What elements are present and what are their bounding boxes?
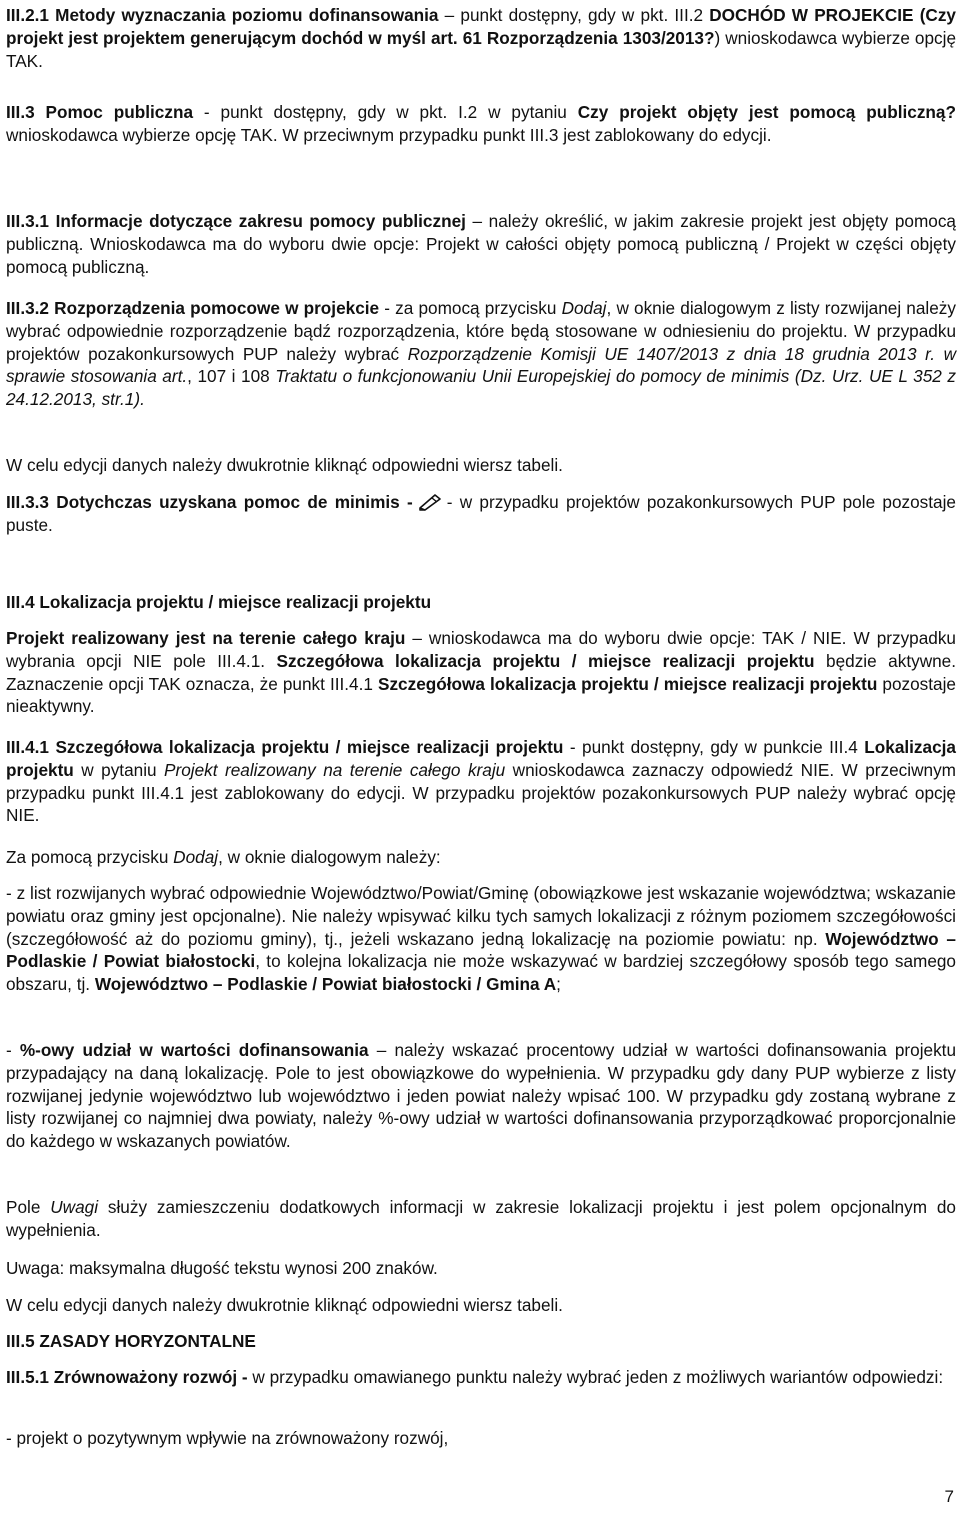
bold-text: Szczegółowa lokalizacja projektu / miejsce realizacji projektu (378, 673, 878, 694)
paragraph (6, 736, 956, 827)
paragraph (6, 882, 956, 996)
text-run: w pytaniu (73, 759, 165, 780)
text-run: w przypadku omawianego punktu należy wybrać jeden z możliwych wariantów odpowiedzi: (247, 1367, 944, 1387)
text-run: wnioskodawca wybierze opcję TAK. W przeciwnym przypadku punkt III.3 jest zablokowany do edycji. (6, 124, 772, 145)
bold-text: III.4.1 Szczegółowa lokalizacja projektu / miejsce realizacji projektu (6, 737, 564, 757)
bold-text: Województwo – Podlaskie / Powiat białostocki / Gmina A (94, 974, 557, 995)
text-run: - z list rozwijanych wybrać odpowiednie Województwo/Powiat/Gminę (obowiązkowe jest wskazanie województwa; wskazanie powiatu oraz gminy jest opcjonalne). Nie należy wpisywać kilku tych samych lokalizacji z różnym poziomem szczegółowości (szczegółowość aż do poziomu gminy), tj., jeżeli wskazano jedną lokalizację na poziomie powiatu: np. (6, 883, 956, 949)
paragraph (6, 491, 956, 537)
paragraph (6, 846, 956, 869)
bold-text: DOCHÓD W PROJEKCIE (Czy projekt jest projektem generującym dochód w myśl art. 61 Rozporządzenia 1303/2013? (6, 5, 956, 48)
paragraph (6, 1257, 956, 1280)
paragraph (6, 591, 956, 614)
italic-text: Dodaj (173, 847, 219, 867)
italic-text: Projekt realizowany na terenie całego kraju (164, 759, 506, 780)
bold-text: III.4 Lokalizacja projektu / miejsce realizacji projektu (6, 592, 432, 612)
bold-text: III.5 ZASADY HORYZONTALNE (6, 1331, 256, 1351)
text-run: – należy wskazać procentowy udział w wartości dofinansowania projektu przypadający na daną lokalizację. Pole to jest obowiązkowe do wypełnienia. W przypadku gdy dany PUP wybierze z listy rozwijanej jedynie województwo lub województwo i jeden powiat należy wpisać 100. W przypadku gdy zostaną wybrane z listy rozwijanej co najmniej dwa powiaty, należy %-owy udział w wartości dofinansowania przyporządkować proporcjonalnie do każdego w wskazanych powiatów. (6, 1040, 957, 1152)
bold-text: III.3.3 Dotychczas uzyskana pomoc de minimis - (6, 492, 413, 512)
italic-text: Traktatu o funkcjonowaniu Unii Europejskiej do pomocy de minimis (Dz. Urz. UE L 352 z 24.12.2013, str.1). (6, 366, 956, 410)
paragraph (6, 4, 956, 72)
bold-text: III.2.1 Metody wyznaczania poziomu dofinansowania (6, 5, 439, 25)
paragraph (6, 1294, 956, 1317)
bold-text: Czy projekt objęty jest pomocą publiczną? (577, 102, 956, 122)
text-run: , 107 i 108 (187, 366, 276, 387)
text-run: Za pomocą przycisku (6, 847, 174, 867)
text-run: , to kolejna lokalizacja nie może wskazywać w bardziej szczegółowy sposób tego samego obszaru, tj. (6, 951, 956, 995)
text-run: , w oknie dialogowym z listy rozwijanej należy wybrać odpowiednie rozporządzenie bądź rozporządzenia, które będą stosowane w odniesieniu do projektu. W przypadku projektów pozakonkursowych PUP należy wybrać (6, 298, 956, 364)
bold-text: %-owy udział w wartości dofinansowania (19, 1040, 369, 1060)
text-run: ; (556, 974, 561, 995)
text-run: - projekt o pozytywnym wpływie na zrównoważony rozwój, (6, 1428, 449, 1448)
text-run: - punkt dostępny, gdy w punkcie III.4 (563, 737, 865, 757)
text-run: , w oknie dialogowym należy: (218, 847, 441, 867)
text-run: będzie aktywne. Zaznaczenie opcji TAK oznacza, że punkt III.4.1 (6, 650, 956, 694)
paragraph (6, 1427, 956, 1450)
page-number: 7 (944, 1487, 954, 1506)
text-run: pozostaje nieaktywny. (6, 673, 956, 717)
paragraph (6, 210, 956, 278)
text-run: – wnioskodawca ma do wyboru dwie opcje: TAK / NIE. W przypadku wybrania opcji NIE pole III.4.1. (6, 628, 956, 671)
bold-text: Województwo – Podlaskie / Powiat białostocki (6, 928, 956, 972)
bold-text: Szczegółowa lokalizacja projektu / miejsce realizacji projektu (276, 650, 815, 671)
paragraph (6, 1366, 956, 1389)
text-run: – należy określić, w jakim zakresie projekt jest objęty pomocą publiczną. Wnioskodawca ma do wyboru dwie opcje: Projekt w całości objęty pomocą publiczną / Projekt w części objęty pomocą publiczną. (6, 211, 956, 277)
italic-text: Uwagi (50, 1197, 99, 1217)
paragraph (6, 1039, 956, 1153)
italic-text: Dodaj (561, 298, 607, 318)
bold-text: Lokalizacja projektu (6, 737, 956, 780)
bold-text: III.3.2 Rozporządzenia pomocowe w projekcie (6, 298, 380, 318)
text-run: - punkt dostępny, gdy w pkt. I.2 w pytaniu (193, 102, 578, 122)
text-run: W celu edycji danych należy dwukrotnie kliknąć odpowiedni wiersz tabeli. (6, 1295, 563, 1315)
text-run: - za pomocą przycisku (379, 298, 562, 318)
paragraph (6, 1330, 956, 1353)
paragraph (6, 101, 956, 147)
paragraph (6, 627, 956, 718)
text-run: ) wnioskodawca wybierze opcję TAK. (6, 27, 956, 71)
text-run: W celu edycji danych należy dwukrotnie kliknąć odpowiedni wiersz tabeli. (6, 455, 563, 475)
text-run: służy zamieszczeniu dodatkowych informacji w zakresie lokalizacji projektu i jest polem opcjonalnym do wypełnienia. (6, 1197, 956, 1240)
text-run: - (6, 1040, 20, 1060)
paragraph (6, 1196, 956, 1242)
paragraph (6, 454, 956, 477)
pencil-icon[interactable] (417, 493, 443, 511)
text-run: Uwaga: maksymalna długość tekstu wynosi 200 znaków. (6, 1258, 438, 1278)
paragraph (6, 297, 956, 411)
bold-text: III.3 Pomoc publiczna (6, 102, 194, 122)
text-run: wnioskodawca zaznaczy odpowiedź NIE. W przeciwnym przypadku punkt III.4.1 jest zablokowany do edycji. W przypadku projektów pozakonkursowych PUP należy wybrać opcję NIE. (6, 759, 956, 826)
text-run: – punkt dostępny, gdy w pkt. III.2 (438, 5, 710, 25)
text-run: Pole (6, 1197, 51, 1217)
bold-text: III.3.1 Informacje dotyczące zakresu pomocy publicznej (6, 211, 466, 231)
bold-text: Projekt realizowany jest na terenie całego kraju (6, 628, 406, 648)
text-run: - w przypadku projektów pozakonkursowych PUP pole pozostaje puste. (6, 492, 956, 535)
bold-text: III.5.1 Zrównoważony rozwój - (6, 1367, 248, 1387)
italic-text: Rozporządzenie Komisji UE 1407/2013 z dnia 18 grudnia 2013 r. w sprawie stosowania art. (6, 343, 956, 387)
